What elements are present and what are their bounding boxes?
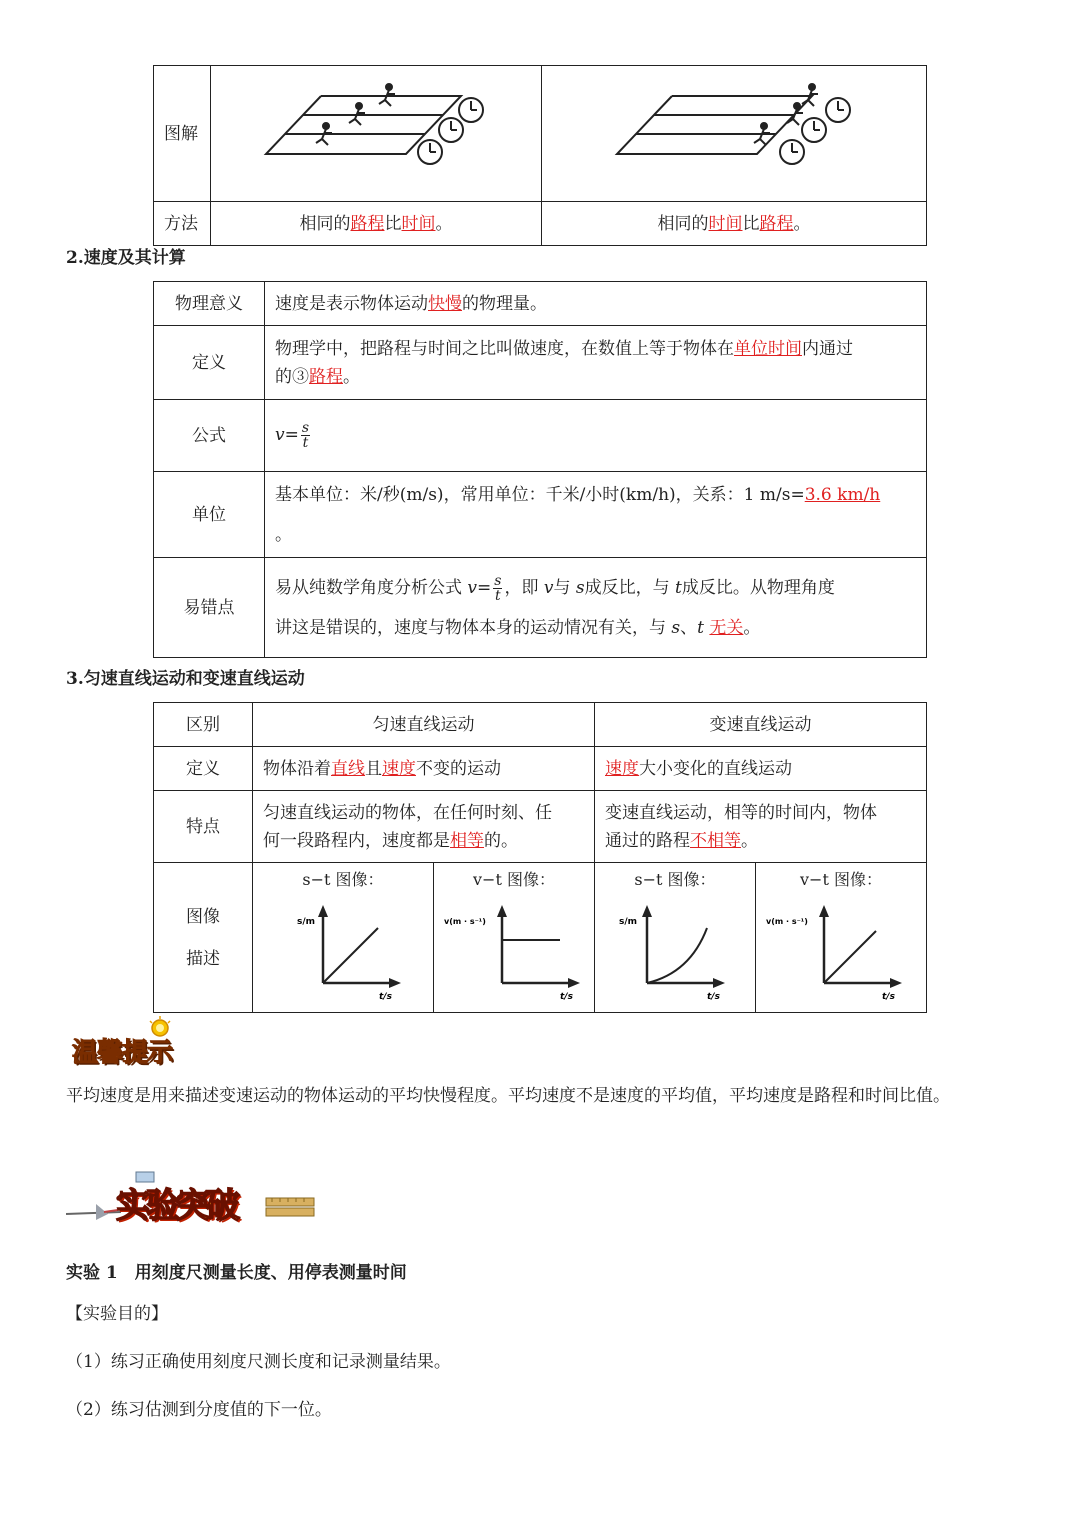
meaning-label: 物理意义 xyxy=(154,282,265,326)
y-label: s/m xyxy=(297,917,316,927)
compare-table xyxy=(153,65,927,246)
diagram-same-time xyxy=(542,66,927,202)
motion-table xyxy=(153,702,927,1013)
purpose-item-1: （1）练习正确使用刻度尺测长度和记录测量结果。 xyxy=(66,1352,451,1372)
track-diagram-right xyxy=(542,66,926,192)
graph-label: 图像 描述 xyxy=(154,863,253,1013)
unit-content: 基本单位：米/秒(m/s)，常用单位：千米/小时(km/h)，关系：1 m/s=3.6 km/h 。 xyxy=(265,472,927,558)
formula-label: 公式 xyxy=(154,400,265,472)
definition-label: 定义 xyxy=(154,326,265,400)
formula-content: v= $\frac{s}{t}$ xyxy=(265,400,927,472)
mistake-content: 易从纯数学角度分析公式 v= $\frac{s}{t}$ ，即 v与 s成反比，与 t成反比。从物理角度 讲这是错误的，速度与物体本身的运动情况有关，与 s、t 无关。 xyxy=(265,558,927,658)
header-label: 区别 xyxy=(154,703,253,747)
y-label: v(m · s⁻¹) xyxy=(444,917,486,926)
feature-variable: 变速直线运动，相等的时间内，物体 通过的路程不相等。 xyxy=(595,791,927,863)
x-label: t/s xyxy=(560,992,573,1002)
graph-variable-st: s−t 图像： s/m t/s xyxy=(595,863,756,1013)
meaning-content: 速度是表示物体运动快慢的物理量。 xyxy=(265,282,927,326)
st-variable-plot xyxy=(595,891,755,1003)
method-left: 相同的路程比时间。 xyxy=(211,202,542,246)
experiment-banner-text: 实验突破 xyxy=(116,1186,236,1226)
feature-uniform: 匀速直线运动的物体，在任何时刻、任 何一段路程内，速度都是相等的。 xyxy=(253,791,595,863)
graph-uniform-st: s−t 图像： s/m t/s xyxy=(253,863,434,1013)
def-uniform: 物体沿着直线且速度不变的运动 xyxy=(253,747,595,791)
section2-heading: 2.速度及其计算 xyxy=(66,248,186,268)
graph-uniform-vt: v−t 图像： v(m · s⁻¹) t/s xyxy=(434,863,595,1013)
unit-label: 单位 xyxy=(154,472,265,558)
method-right: 相同的时间比路程。 xyxy=(542,202,927,246)
purpose-heading: 【实验目的】 xyxy=(66,1304,168,1324)
x-label: t/s xyxy=(882,992,895,1002)
experiment-title: 实验 1 用刻度尺测量长度、用停表测量时间 xyxy=(66,1263,407,1283)
tip-badge xyxy=(70,1016,190,1066)
mistake-label: 易错点 xyxy=(154,558,265,658)
experiment-banner xyxy=(66,1164,316,1230)
definition-content: 物理学中，把路程与时间之比叫做速度，在数值上等于物体在单位时间内通过 的③路程。 xyxy=(265,326,927,400)
feature-label: 特点 xyxy=(154,791,253,863)
graph-variable-vt: v−t 图像： v(m · s⁻¹) t/s xyxy=(756,863,927,1013)
tip-badge-text: 温馨提示 xyxy=(72,1038,173,1068)
speed-table xyxy=(153,281,927,658)
def-label: 定义 xyxy=(154,747,253,791)
row-label-method: 方法 xyxy=(154,202,211,246)
tip-text: 平均速度是用来描述变速运动的物体运动的平均快慢程度。平均速度不是速度的平均值，平均速度是路程和时间比值。 xyxy=(66,1086,950,1106)
y-label: s/m xyxy=(619,917,638,927)
row-label-diagram: 图解 xyxy=(154,66,211,202)
vt-uniform-plot xyxy=(434,891,594,1003)
st-uniform-plot xyxy=(253,891,433,1003)
def-variable: 速度大小变化的直线运动 xyxy=(595,747,927,791)
header-variable: 变速直线运动 xyxy=(595,703,927,747)
y-label: v(m · s⁻¹) xyxy=(766,917,808,926)
header-uniform: 匀速直线运动 xyxy=(253,703,595,747)
x-label: t/s xyxy=(379,992,392,1002)
diagram-same-distance xyxy=(211,66,542,202)
purpose-item-2: （2）练习估测到分度值的下一位。 xyxy=(66,1400,332,1420)
section3-heading: 3.匀速直线运动和变速直线运动 xyxy=(66,669,305,689)
x-label: t/s xyxy=(707,992,720,1002)
track-diagram-left xyxy=(211,66,541,192)
vt-variable-plot xyxy=(756,891,916,1003)
